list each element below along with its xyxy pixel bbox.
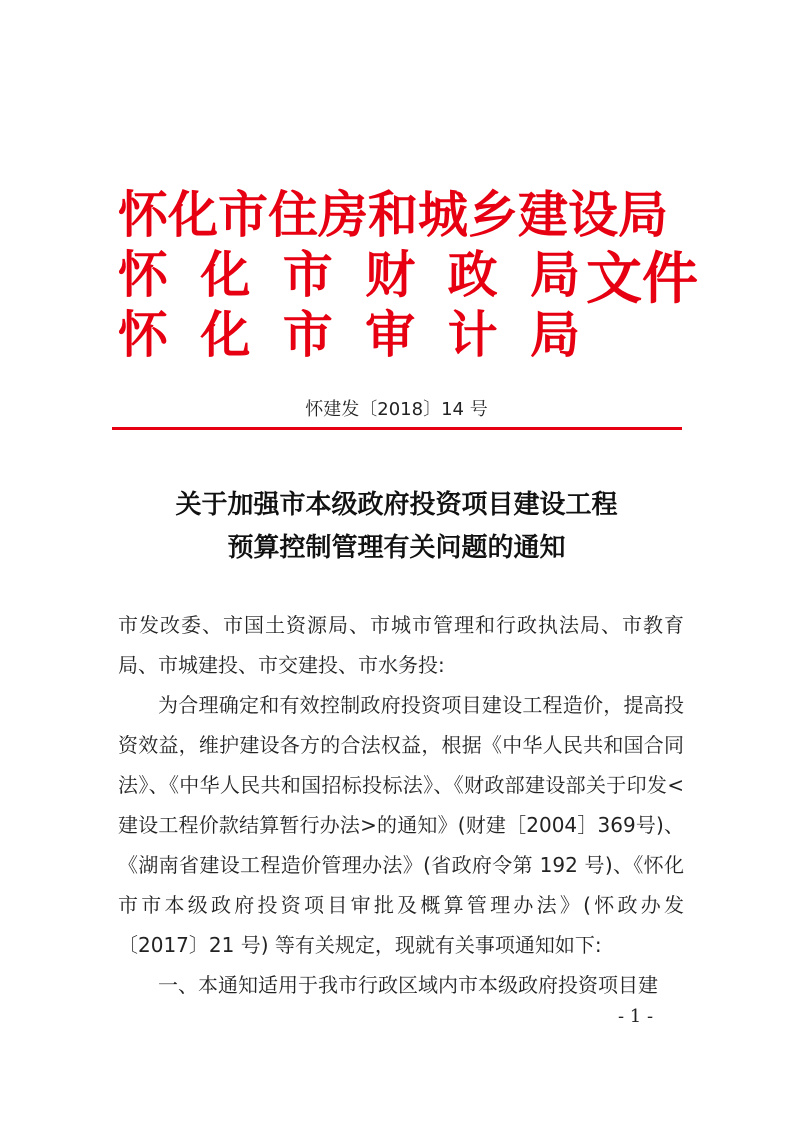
body-paragraph: 一、本通知适用于我市行政区域内市本级政府投资项目建 xyxy=(158,973,658,997)
header-char: 市 xyxy=(282,305,333,364)
header-char: 化 xyxy=(200,245,251,304)
title-line-1: 关于加强市本级政府投资项目建设工程 xyxy=(175,490,618,520)
title-line-2: 预算控制管理有关问题的通知 xyxy=(227,533,566,563)
page-number: - 1 - xyxy=(618,1006,654,1027)
header-document-label: 文件 xyxy=(586,246,698,312)
document-number: 怀建发〔2018〕14 号 xyxy=(305,399,488,420)
header-char: 化 xyxy=(200,305,251,364)
red-divider xyxy=(112,427,682,430)
header-char: 审 xyxy=(365,305,416,364)
header-agency-housing: 怀化市住房和城乡建设局 xyxy=(118,185,668,244)
header-char: 市 xyxy=(282,245,333,304)
header-agency-audit xyxy=(118,305,580,365)
header-char: 计 xyxy=(447,305,498,364)
header-char: 怀 xyxy=(118,305,168,364)
document-body xyxy=(118,605,684,1005)
header-char: 政 xyxy=(447,245,498,304)
recipients: 市发改委、市国土资源局、市城市管理和行政执法局、市教育局、市城建投、市交建投、市水务投: xyxy=(118,613,684,677)
header-char: 怀 xyxy=(118,245,168,304)
header-agency-finance xyxy=(118,245,580,305)
header-char: 财 xyxy=(365,245,416,304)
header-char: 局 xyxy=(529,305,580,364)
body-paragraph: 为合理确定和有效控制政府投资项目建设工程造价，提高投资效益，维护建设各方的合法权益，根据《中华人民共和国合同法》、《中华人民共和国招标投标法》、《财政部建设部关于印发<建设工程价款结算暂行办法>的通知》(财建［2004］369号)、《湖南省建设工程造价管理办法》(省政府令第 192 号)、《怀化市市本级政府投资项目审批及概算管理办法》(怀政办发〔2017〕21 号) 等有关规定，现就有关事项通知如下: xyxy=(118,693,684,957)
header-char: 局 xyxy=(529,245,580,304)
